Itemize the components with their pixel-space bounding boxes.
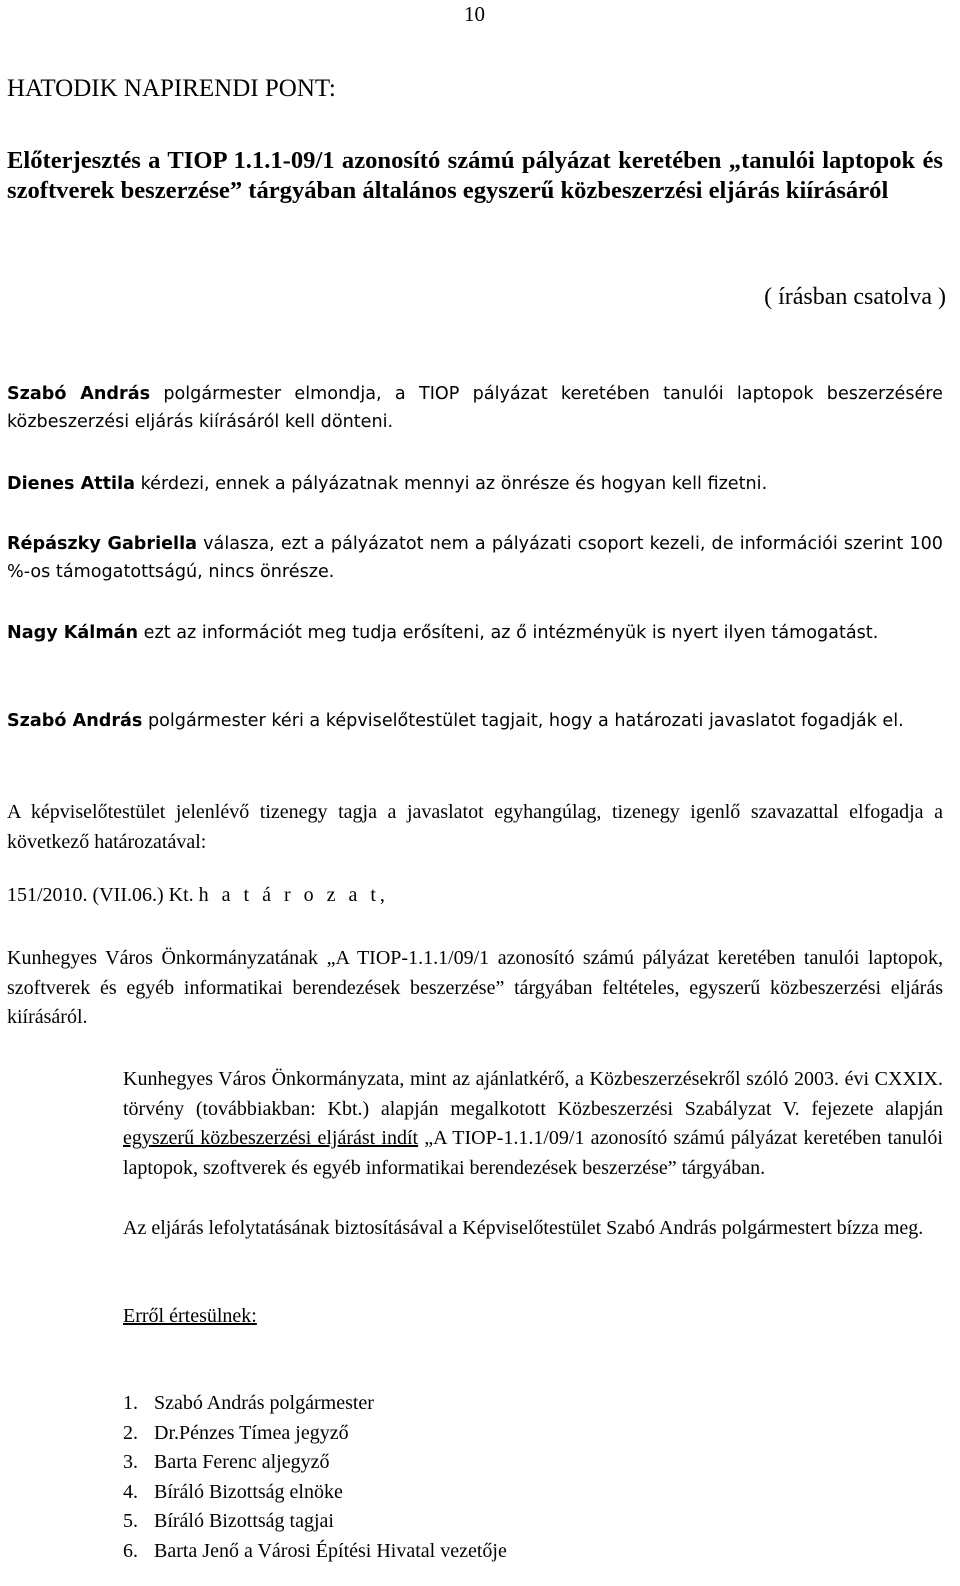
paragraph-text: kérdezi, ennek a pályázatnak mennyi az önrésze és hogyan kell fizetni.: [135, 474, 768, 494]
speaker-name: Dienes Attila: [7, 474, 135, 494]
paragraph-4: [7, 619, 943, 647]
resolution-title: Kunhegyes Város Önkormányzatának „A TIOP-1.1.1/09/1 azonosító számú pályázat keretében tanulói laptopok, szoftverek és egyéb informatikai berendezések beszerzése” tárgyában feltételes, egyszerű közbeszerzési eljárás kiírásáról.: [7, 947, 943, 1028]
item-number: 6.: [123, 1539, 138, 1562]
item-text: Bíráló Bizottság tagjai: [154, 1510, 334, 1532]
delegation-text: Az eljárás lefolytatásának biztosításával a Képviselőtestület Szabó András polgármestert bízza meg.: [123, 1217, 924, 1239]
paragraph-5: [7, 707, 943, 735]
agenda-heading: HATODIK NAPIRENDI PONT:: [7, 75, 336, 102]
resolution-body-text-end: „A TIOP-1.1.1/09/1 azonosító számú pályázat keretében tanulói laptopok, szoftverek és egyéb informatikai berendezések beszerzése” tárgyában.: [123, 1127, 943, 1179]
speaker-name: Nagy Kálmán: [7, 623, 139, 643]
paragraph-2: [7, 470, 943, 498]
item-number: 5.: [123, 1510, 138, 1532]
item-text: Barta Ferenc aljegyző: [154, 1451, 330, 1473]
notify-label: Erről értesülnek:: [123, 1305, 257, 1327]
vote-text: A képviselőtestület jelenlévő tizenegy tagja a javaslatot egyhangúlag, tizenegy igenlő szavazattal elfogadja a következő határozatával:: [7, 801, 943, 853]
item-number: 2.: [123, 1421, 138, 1444]
page-number: 10: [464, 2, 485, 26]
list-item: [123, 1448, 507, 1478]
paragraph-1: [7, 380, 943, 436]
item-number: 1.: [123, 1392, 138, 1414]
resolution-body-emphasis: egyszerű közbeszerzési eljárást indít: [123, 1127, 419, 1149]
attachment-note: ( írásban csatolva ): [764, 284, 946, 310]
paragraph-text: polgármester kéri a képviselőtestület tagjait, hogy a határozati javaslatot fogadják el.: [142, 711, 904, 731]
speaker-name: Szabó András: [7, 711, 143, 731]
item-text: Dr.Pénzes Tímea jegyző: [154, 1421, 349, 1444]
list-item: [123, 1389, 507, 1419]
paragraph-3: [7, 530, 943, 586]
list-item: [123, 1478, 507, 1508]
item-number: 3.: [123, 1451, 138, 1473]
paragraph-text: válasza, ezt a pályázatot nem a pályázati csoport kezeli, de információi szerint 100 %-os támogatottságú, nincs önrésze.: [7, 534, 943, 582]
speaker-name: Répászky Gabriella: [7, 534, 197, 554]
item-number: 4.: [123, 1480, 138, 1503]
item-text: Szabó András polgármester: [154, 1392, 374, 1414]
agenda-subject: Előterjesztés a TIOP 1.1.1-09/1 azonosító számú pályázat keretében „tanulói laptopok és szoftverek beszerzése” tárgyában általános egyszerű közbeszerzési eljárás kiírásáról: [7, 147, 943, 204]
list-item: [123, 1507, 507, 1537]
resolution-label: h a t á r o z a t,: [198, 884, 389, 906]
paragraph-text: ezt az információt meg tudja erősíteni, az ő intézményük is nyert ilyen támogatást.: [138, 623, 879, 643]
resolution-number-line: [7, 884, 389, 907]
speaker-name: Szabó András: [7, 384, 151, 404]
resolution-number: 151/2010. (VII.06.) Kt.: [7, 884, 194, 906]
resolution-body-text: Kunhegyes Város Önkormányzata, mint az ajánlatkérő, a Közbeszerzésekről szóló 2003. évi CXXIX. törvény (továbbiakban: Kbt.) alapján megalkotott Közbeszerzési Szabályzat V. fejezete alapján: [123, 1068, 943, 1120]
paragraph-text: polgármester elmondja, a TIOP pályázat keretében tanulói laptopok beszerzésére közbeszerzési eljárás kiírásáról kell dönteni.: [7, 384, 943, 432]
item-text: Bíráló Bizottság elnöke: [154, 1480, 343, 1503]
item-text: Barta Jenő a Városi Építési Hivatal vezetője: [154, 1539, 507, 1562]
list-item: [123, 1537, 507, 1567]
list-item: [123, 1419, 507, 1449]
recipient-list: [123, 1389, 507, 1566]
resolution-body: [123, 1065, 943, 1183]
